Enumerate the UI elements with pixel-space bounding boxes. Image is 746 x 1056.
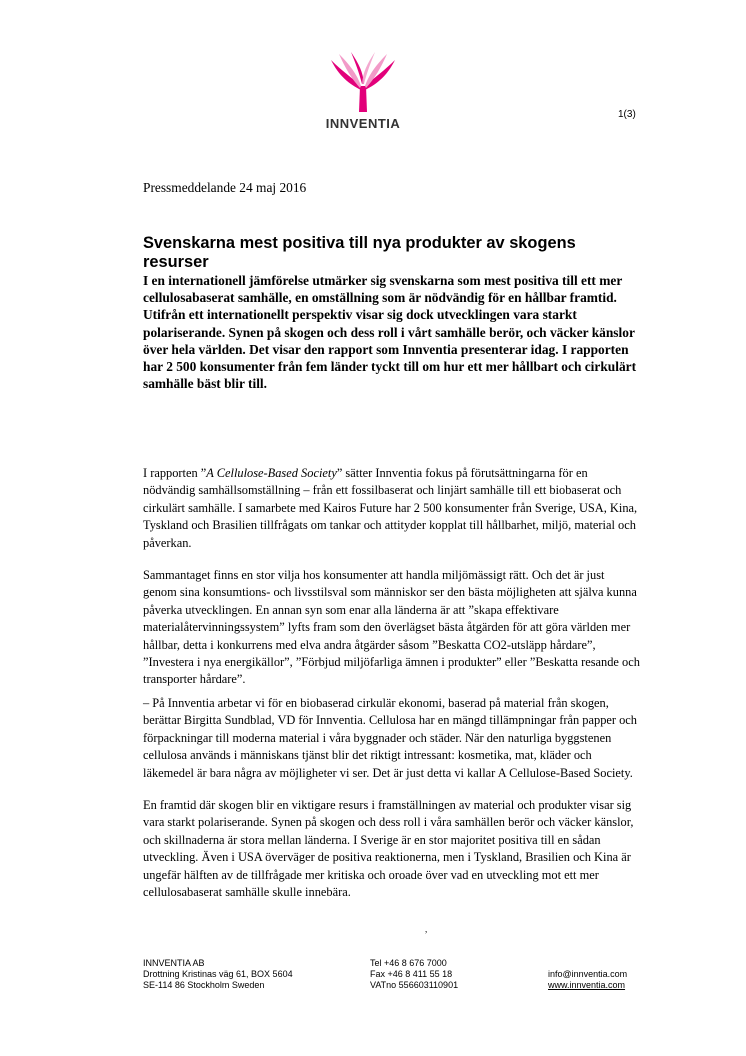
headline: Svenskarna mest positiva till nya produkter av skogens resurser	[143, 234, 576, 271]
footer-email-link[interactable]: info@innventia.com	[548, 969, 628, 979]
press-release-date: Pressmeddelande 24 maj 2016	[143, 180, 307, 195]
footer-city: SE-114 86 Stockholm Sweden	[143, 980, 265, 990]
body-paragraph-2: Sammantaget finns en stor vilja hos konsumenter att handla miljömässigt rätt. Och det är just genom sina konsumtions- och livsstilsval som människor ser den bästa möjligheten att själva kunna påverka utvecklingen. En annan syn som enar alla länderna är att ”skapa effektivare materialåtervinningssystem” lyfts fram som den överlägset bästa åtgärden för att göra världen mer hållbar, detta i konkurrens med elva andra åtgärder såsom ”Beskatta CO2-utsläpp hårdare”, ”Investera i nya energikällor”, ”Förbjud miljöfarliga ämnen i produkter” eller ”Beskatta resande och transporter hårdare”.	[143, 568, 640, 687]
page-number: 1(3)	[618, 109, 636, 120]
footer-street: Drottning Kristinas väg 61, BOX 5604	[143, 969, 293, 979]
body-paragraph-1	[143, 465, 641, 552]
footer-web-link[interactable]: www.innventia.com	[548, 980, 626, 990]
report-title: A Cellulose-Based Society	[206, 466, 337, 480]
page-mark: ,	[425, 924, 428, 934]
p1-text: ” sätter Innventia fokus på förutsättningarna för en nödvändig samhällsomställning – från ett fossilbaserat och linjärt samhälle till ett biobaserat och cirkulärt samhälle. I samarbete med Kairos Future har 2 500 konsumenter från Sverige, USA, Kina, Tyskland och Brasilien tillfrågats om tankar och attityder kopplat till hållbarhet, miljö, material och påverkan.	[143, 466, 638, 550]
body-paragraph-3: – På Innventia arbetar vi för en biobaserad cirkulär ekonomi, baserad på material från skogen, berättar Birgitta Sundblad, VD för Innventia. Cellulosa har en mängd tillämpningar från papper och förpackningar till moderna material i våra byggnader och städer. När den naturliga byggstenen cellulosa används i människans tjänst blir det riktigt intressant: kosmetika, mat, kläder och läkemedel är bara några av möjligheter vi ser. Det är just detta vi kallar A Cellulose-Based Society.	[143, 695, 637, 780]
footer-address	[143, 958, 293, 991]
innventia-logo	[325, 50, 401, 114]
lead-paragraph: I en internationell jämförelse utmärker sig svenskarna som mest positiva till ett mer cellulosabaserat samhälle, en omställning som är nödvändig för en hållbar framtid. Utifrån ett internationellt perspektiv visar sig dock utvecklingen vara starkt polariserande. Synen på skogen och dess roll i vårt samhälle berör, och väcker känslor över hela världen. Det visar den rapport som Innventia presenterar idag. I rapporten har 2 500 konsumenter från fem länder tyckt till om hur ett mer hållbart och cirkulärt samhälle bäst blir till.	[143, 273, 637, 392]
body-paragraph-4: En framtid där skogen blir en viktigare resurs i framställningen av material och produkter visar sig vara starkt polariserande. Synen på skogen och dess roll i våra samhällen berör och väcker känslor, och skillnaderna är stora mellan länderna. I Sverige är en stor majoritet positiva till en sådan utveckling. Även i USA överväger de positiva reaktionerna, men i Tyskland, Brasilien och Kina är ungefär hälften av de tillfrågade mer kritiska och oroade över vad en utveckling mot ett mer cellulosabaserat samhälle skulle innebära.	[143, 797, 634, 899]
footer-online	[548, 969, 627, 991]
p1-intro: I rapporten ”	[143, 466, 207, 480]
footer-company: INNVENTIA AB	[143, 958, 205, 968]
footer-tel: Tel +46 8 676 7000	[370, 958, 447, 968]
brand-wordmark: INNVENTIA	[325, 116, 401, 131]
body-text	[143, 465, 641, 907]
footer-fax: Fax +46 8 411 55 18	[370, 969, 453, 979]
tree-logo-icon	[325, 50, 401, 114]
footer-vat: VATno 556603110901	[370, 980, 459, 990]
footer-contact	[370, 958, 458, 991]
